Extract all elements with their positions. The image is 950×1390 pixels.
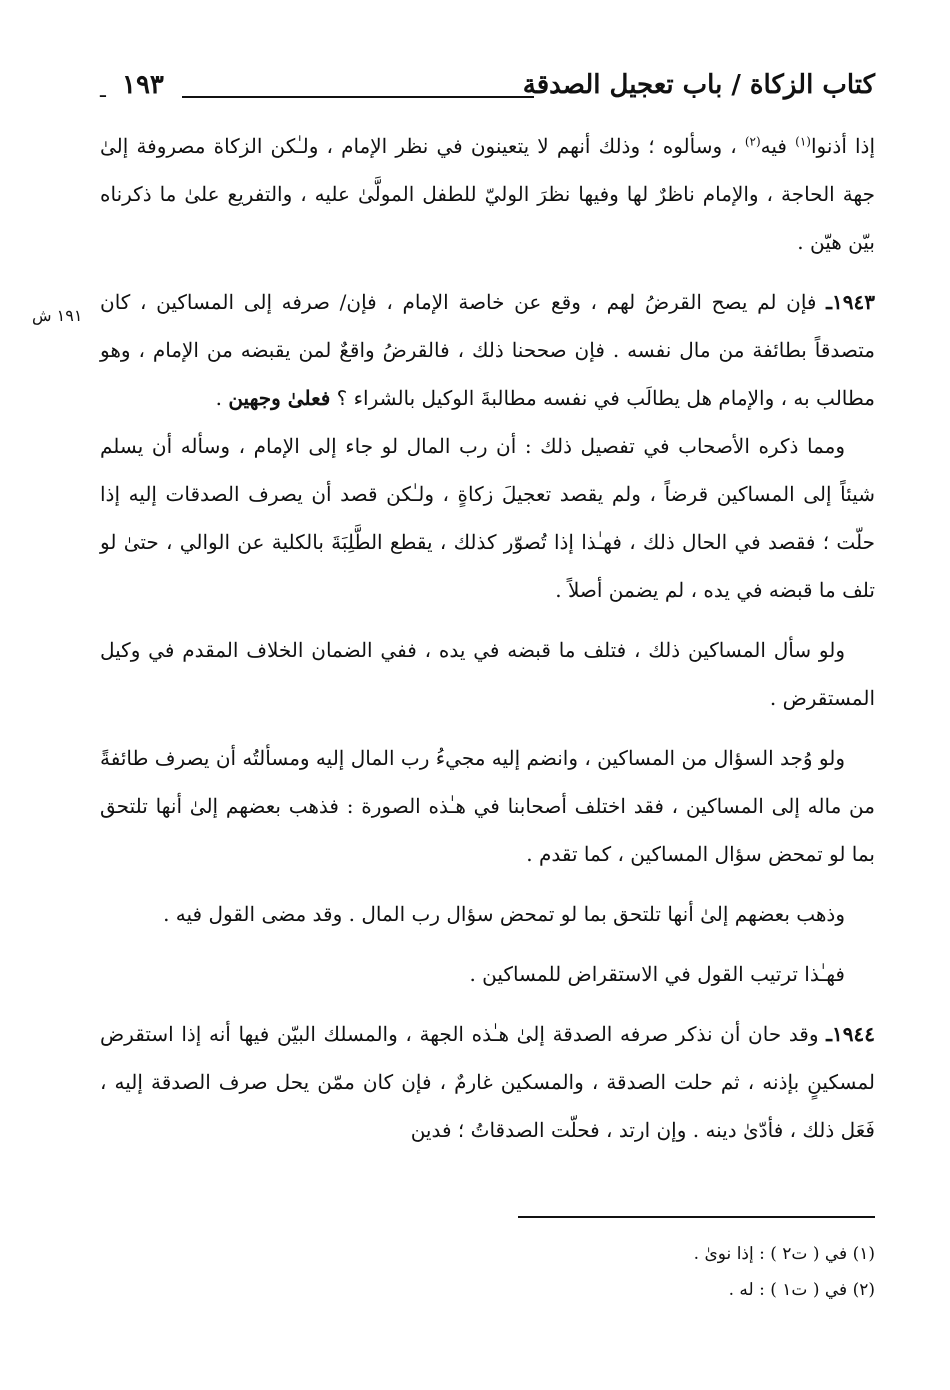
running-header [100, 70, 875, 114]
paragraph: ومما ذكره الأصحاب في تفصيل ذلك : أن رب المال لو جاء إلى الإمام ، وسأله أن يسلم شيئاً إلى المساكين قرضاً ، ولم يقصد تعجيلَ زكاةٍ ، ولـٰكن قصد أن يصرف الصدقات إليه إذا حلّت ؛ فقصد في الحال ذلك ، فهـٰذا إذا تُصوّر كذلك ، يقطع الطَّلِبَةَ بالكلية عن الوالي ، حتىٰ لو تلف ما قبضه في يده ، لم يضمن أصلاً . [100, 434, 875, 602]
footnote-text: في ( ت١ ) : له . [728, 1280, 848, 1300]
emphasis-text: فعلىٰ وجهين [228, 386, 331, 410]
footnote-text: في ( ت٢ ) : إذا نوىٰ . [693, 1244, 848, 1264]
paragraph-1944 [100, 1010, 875, 1154]
header-rule [182, 96, 534, 98]
paragraph: وذهب بعضهم إلىٰ أنها تلتحق بما لو تمحض سؤال رب المال . وقد مضى القول فيه . [163, 902, 845, 926]
header-title: كتاب الزكاة / باب تعجيل الصدقة [522, 70, 875, 100]
paragraph: ولو وُجد السؤال من المساكين ، وانضم إليه مجيءُ رب المال إليه ومسألتُه أن يصرف طائفةً من ماله إلى المساكين ، فقد اختلف أصحابنا في هـٰذه الصورة : فذهب بعضهم إلىٰ أنها تلتحق بما لو تمحض سؤال المساكين ، كما تقدم . [100, 746, 875, 866]
paragraph-number: ١٩٤٣ـ [826, 290, 875, 314]
footnote-marker: (٢) [852, 1280, 875, 1300]
paragraph-number: ١٩٤٤ـ [826, 1022, 875, 1046]
footnote-separator [518, 1216, 875, 1218]
margin-note: ١٩١ ش [32, 306, 83, 325]
paragraph-1943 [100, 278, 875, 422]
footnote-1 [100, 1236, 875, 1272]
footnote-2 [100, 1272, 875, 1308]
footnote-ref-1[interactable]: (١) [795, 134, 811, 149]
paragraph: ولو سأل المساكين ذلك ، فتلف ما قبضه في يده ، ففي الضمان الخلاف المقدم في وكيل المستقرض . [100, 638, 875, 710]
paragraph-text: ، وسألوه ؛ وذلك أنهم لا يتعينون في نظر الإمام ، ولـٰكن الزكاة مصروفة إلىٰ جهة الحاجة ، والإمام ناظرٌ لها وفيها نظرَ الوليّ للطفل المولَّىٰ عليه ، والتفريع علىٰ ما ذكرناه بيّن هيّن . [100, 134, 875, 254]
paragraph-text: فإن لم يصح القرضُ لهم ، وقع عن خاصة الإمام ، فإن/ صرفه إلى المساكين ، كان متصدقاً بطائفة من مال نفسه . فإن صححنا ذلك ، فالقرضُ واقعٌ لمن يقبضه من الإمام ، وهو مطالب به ، والإمام هل يطالَب في نفسه مطالبةَ الوكيل بالشراء ؟ [100, 290, 875, 410]
paragraph: فهـٰذا ترتيب القول في الاستقراض للمساكين . [469, 962, 845, 986]
paragraph-text: وقد حان أن نذكر صرفه الصدقة إلىٰ هـٰذه الجهة ، والمسلك البيّن فيها أنه إذا استقرض لمسكينٍ بإذنه ، ثم حلت الصدقة ، والمسكين غارمٌ ، فإن كان ممّن يحل صرف الصدقة إليه ، فَعَل ذلك ، فأدّىٰ دينه . وإن ارتد ، فحلّت الصدقاتُ ؛ فدين [100, 1022, 875, 1142]
page-number: ١٩٣ [122, 70, 164, 100]
paragraph-text: . [215, 386, 229, 410]
paragraph-text: إذا أذنوا [810, 134, 876, 158]
footnote-marker: (١) [852, 1244, 875, 1264]
footnotes [100, 1236, 875, 1308]
paragraph-continued [100, 122, 875, 266]
paragraph-text: فيه [760, 134, 796, 158]
footnote-ref-2[interactable]: (٢) [744, 134, 761, 149]
header-mark: ـ [100, 78, 106, 102]
body-text [100, 122, 875, 1154]
